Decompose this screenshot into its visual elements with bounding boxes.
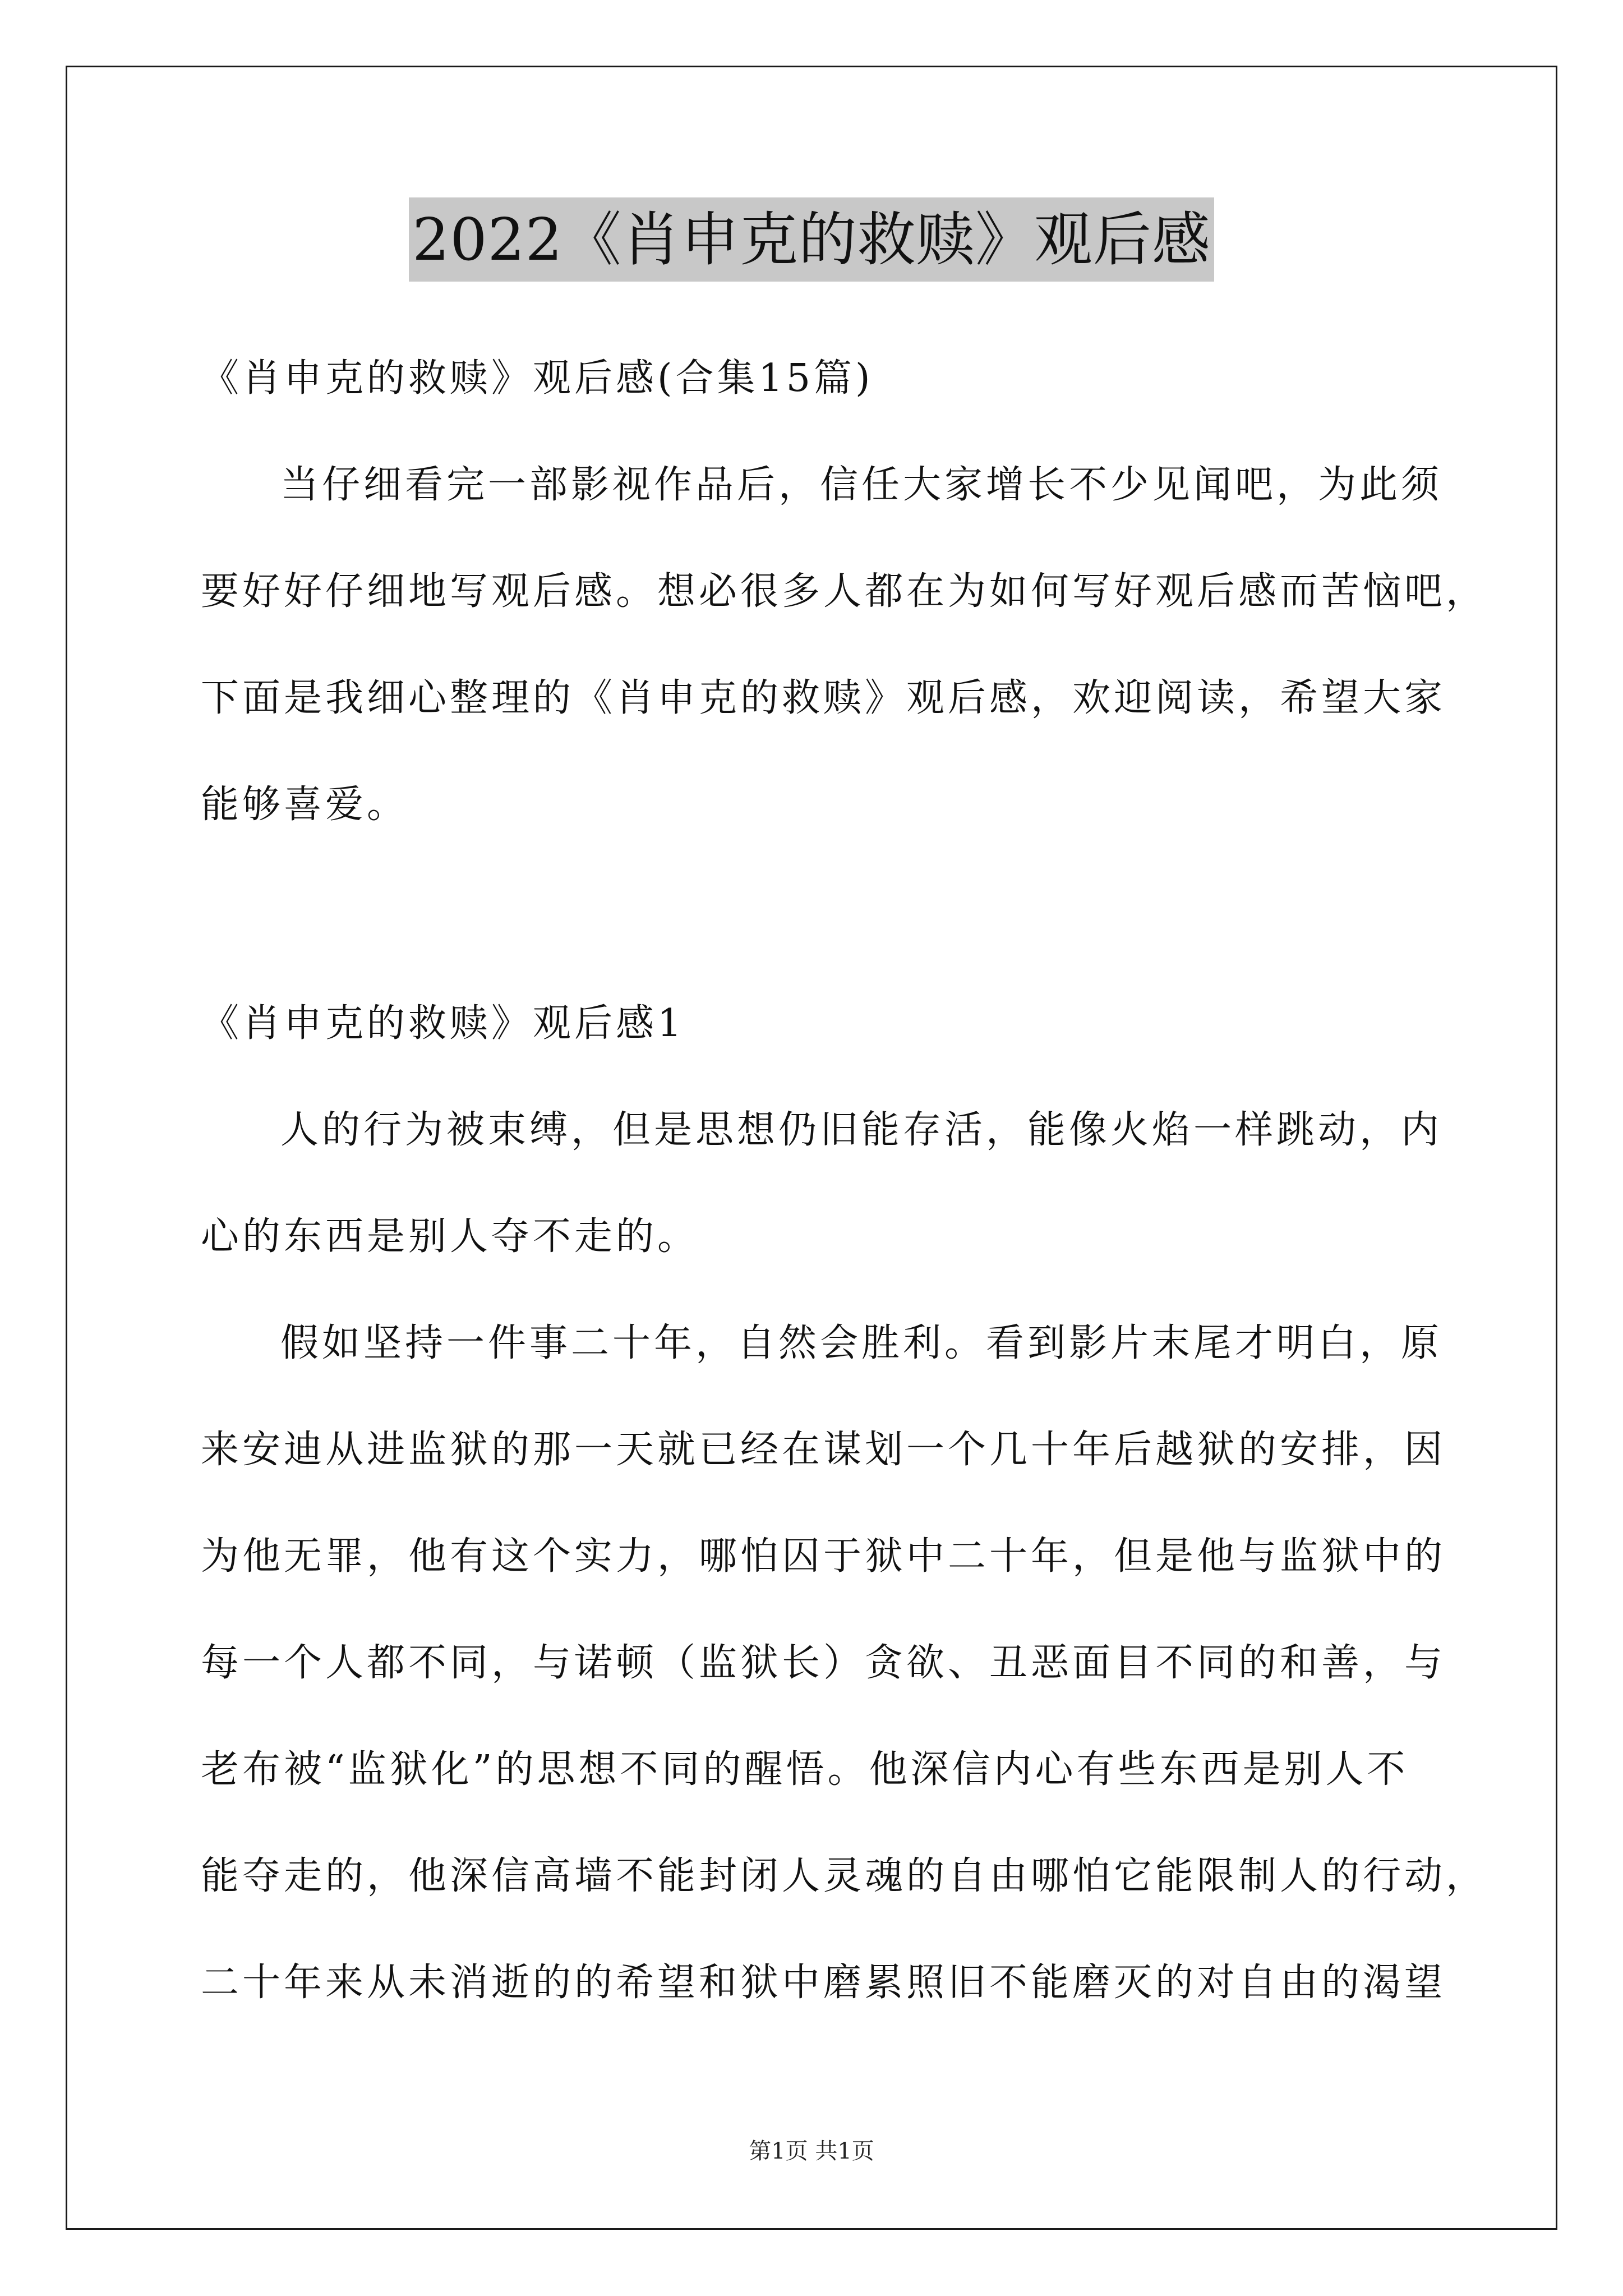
title-container bbox=[0, 197, 1623, 282]
paragraph2-line-1: 假如坚持一件事二十年，自然会胜利。看到影片末尾才明白，原 bbox=[280, 1321, 1443, 1365]
document-subtitle: 《肖申克的救赎》观后感(合集15篇) bbox=[201, 356, 874, 401]
paragraph2-line-6: 能夺走的，他深信高墙不能封闭人灵魂的自由哪怕它能限制人的行动， bbox=[201, 1854, 1488, 1898]
section-heading: 《肖申克的救赎》观后感1 bbox=[201, 1001, 685, 1046]
intro-line-2: 要好好仔细地写观后感。想必很多人都在为如何写好观后感而苦恼吧， bbox=[201, 569, 1488, 614]
paragraph2-line-7: 二十年来从未消逝的的希望和狱中磨累照旧不能磨灭的对自由的渴望 bbox=[201, 1961, 1446, 2005]
intro-line-4: 能够喜爱。 bbox=[201, 783, 409, 827]
document-title: 2022《肖申克的救赎》观后感 bbox=[409, 197, 1214, 282]
paragraph1-line-1: 人的行为被束缚，但是思想仍旧能存活，能像火焰一样跳动，内 bbox=[280, 1108, 1443, 1152]
intro-line-1: 当仔细看完一部影视作品后，信任大家增长不少见闻吧，为此须 bbox=[280, 463, 1443, 507]
intro-line-3: 下面是我细心整理的《肖申克的救赎》观后感，欢迎阅读，希望大家 bbox=[201, 676, 1446, 720]
paragraph1-line-2: 心的东西是别人夺不走的。 bbox=[201, 1214, 699, 1259]
page-footer: 第1页 共1页 bbox=[749, 2138, 874, 2164]
paragraph2-line-2: 来安迪从进监狱的那一天就已经在谋划一个几十年后越狱的安排，因 bbox=[201, 1428, 1446, 1472]
paragraph2-line-5: 老布被“监狱化”的思想不同的醒悟。他深信内心有些东西是别人不 bbox=[201, 1747, 1409, 1792]
paragraph2-line-3: 为他无罪，他有这个实力，哪怕囚于狱中二十年，但是他与监狱中的 bbox=[201, 1534, 1446, 1579]
paragraph2-line-4: 每一个人都不同，与诺顿（监狱长）贪欲、丑恶面目不同的和善，与 bbox=[201, 1641, 1446, 1685]
